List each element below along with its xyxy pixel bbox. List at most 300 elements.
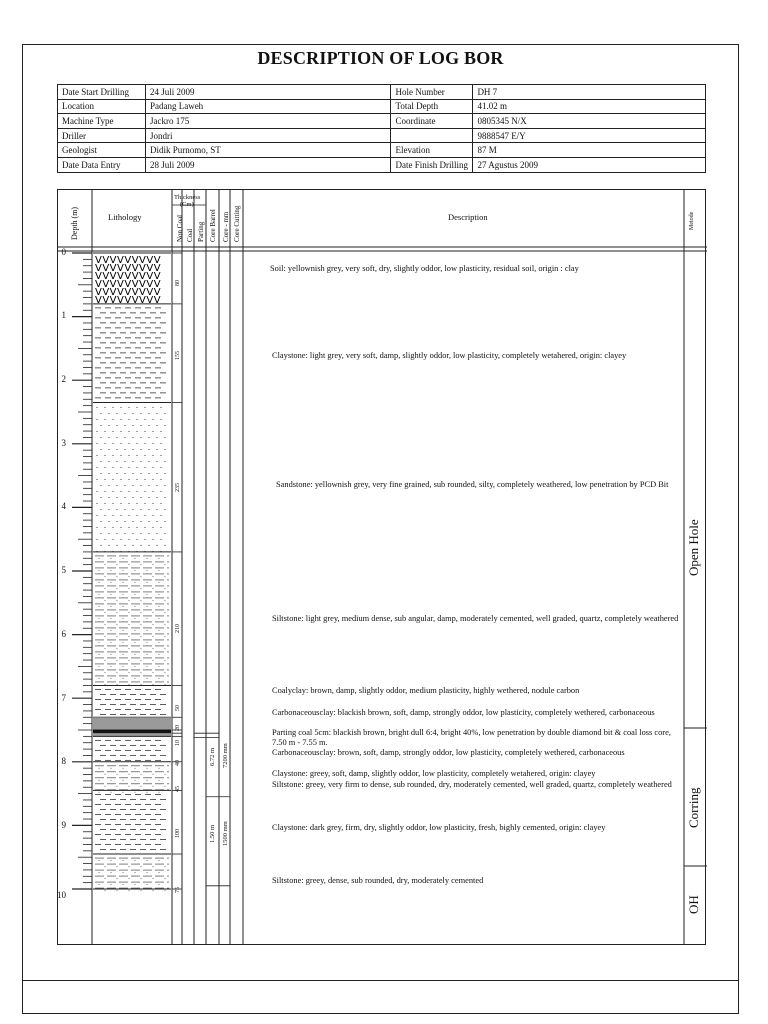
silt-pattern xyxy=(123,678,124,679)
description-text: Siltstone: greey, very firm to dense, sub rounded, dry, moderately cemented, well graded, quartz, completely weathered xyxy=(272,780,672,789)
silt-pattern xyxy=(123,558,124,559)
header-thickness-unit: (Cm) xyxy=(180,201,194,208)
header-core-mm: Core - mm xyxy=(222,211,230,242)
sand-pattern xyxy=(128,431,129,432)
header-coal: Coal xyxy=(186,228,194,242)
thickness-value: 235 xyxy=(175,483,181,492)
sand-pattern xyxy=(152,467,153,468)
sand-pattern xyxy=(104,443,105,444)
soil-pattern: VVVVVVVVV xyxy=(95,255,162,266)
silt-pattern xyxy=(135,594,136,595)
sand-pattern xyxy=(120,527,121,528)
sand-pattern xyxy=(152,431,153,432)
silt-pattern xyxy=(111,594,112,595)
description-text: Claystone: greey, soft, damp, slightly oddor, low plasticity, completely wetahered, origin: clayey xyxy=(272,769,596,778)
header-lithology: Lithology xyxy=(108,212,142,222)
silt-pattern xyxy=(159,792,160,793)
info-row xyxy=(58,157,706,172)
sand-pattern xyxy=(128,407,129,408)
silt-pattern xyxy=(117,564,118,565)
sand-pattern xyxy=(148,485,149,486)
silt-pattern xyxy=(141,786,142,787)
depth-label: 0 xyxy=(61,247,66,257)
bottom-rule xyxy=(22,980,739,981)
sand-pattern xyxy=(136,479,137,480)
sand-pattern xyxy=(128,479,129,480)
silt-pattern xyxy=(159,570,160,571)
description-text: Parting coal 5cm: blackish brown, bright dull 6:4, bright 40%, low penetration by double diamond bit & coal loss core, 7.50 m - 7.55 m. xyxy=(272,728,671,747)
sand-pattern xyxy=(124,497,125,498)
sand-pattern xyxy=(144,539,145,540)
silt-pattern xyxy=(147,860,148,861)
sand-pattern xyxy=(108,437,109,438)
depth-label: 9 xyxy=(61,820,66,830)
sand-pattern xyxy=(108,413,109,414)
silt-pattern xyxy=(117,774,118,775)
sand-pattern xyxy=(120,515,121,516)
silt-pattern xyxy=(153,890,154,891)
sand-pattern xyxy=(136,539,137,540)
sand-pattern xyxy=(116,521,117,522)
sand-pattern xyxy=(156,533,157,534)
sand-pattern xyxy=(164,545,165,546)
silt-pattern xyxy=(123,860,124,861)
sand-pattern xyxy=(140,545,141,546)
depth-label: 2 xyxy=(61,374,66,384)
silt-pattern xyxy=(99,618,100,619)
sand-pattern xyxy=(140,449,141,450)
silt-pattern xyxy=(141,564,142,565)
silt-pattern xyxy=(111,792,112,793)
sand-pattern xyxy=(128,467,129,468)
sand-pattern xyxy=(164,437,165,438)
sand-pattern xyxy=(132,413,133,414)
sand-pattern xyxy=(132,497,133,498)
sand-pattern xyxy=(140,461,141,462)
sand-pattern xyxy=(148,509,149,510)
sand-pattern xyxy=(148,545,149,546)
silt-pattern xyxy=(159,642,160,643)
sand-pattern xyxy=(164,521,165,522)
info-value: 24 Juli 2009 xyxy=(145,85,391,100)
description-text: Carbonaceousclay: brown, soft, damp, strongly oddor, low plasticity, completely wethered, carbonaceous xyxy=(272,748,625,757)
silt-pattern xyxy=(129,588,130,589)
silt-pattern xyxy=(129,878,130,879)
header-core-cutting: Core Cutting xyxy=(233,205,241,242)
silt-pattern xyxy=(105,564,106,565)
info-row xyxy=(58,85,706,100)
silt-pattern xyxy=(105,624,106,625)
silt-pattern xyxy=(99,768,100,769)
depth-label: 10 xyxy=(57,890,66,900)
sand-pattern xyxy=(144,479,145,480)
sand-pattern xyxy=(112,491,113,492)
sand-pattern xyxy=(124,521,125,522)
sand-pattern xyxy=(112,539,113,540)
info-value: 87 M xyxy=(473,143,706,158)
thickness-value: 210 xyxy=(175,624,181,633)
sand-pattern xyxy=(160,479,161,480)
sand-pattern xyxy=(156,473,157,474)
silt-pattern xyxy=(165,564,166,565)
sand-pattern xyxy=(156,521,157,522)
sand-pattern xyxy=(108,485,109,486)
sand-pattern xyxy=(164,461,165,462)
sand-pattern xyxy=(144,407,145,408)
info-label: Driller xyxy=(58,128,146,143)
thickness-value: 10 xyxy=(175,740,181,746)
silt-pattern xyxy=(153,600,154,601)
sand-pattern xyxy=(164,413,165,414)
sand-pattern xyxy=(140,413,141,414)
silt-pattern xyxy=(141,576,142,577)
sand-pattern xyxy=(136,503,137,504)
thickness-value: 75 xyxy=(175,887,181,893)
sand-pattern xyxy=(100,437,101,438)
silt-pattern xyxy=(135,860,136,861)
sand-pattern xyxy=(148,521,149,522)
silt-pattern xyxy=(117,890,118,891)
silt-pattern xyxy=(111,884,112,885)
sand-pattern xyxy=(152,407,153,408)
sand-pattern xyxy=(108,461,109,462)
silt-pattern xyxy=(129,624,130,625)
silt-pattern xyxy=(117,576,118,577)
silt-pattern xyxy=(159,678,160,679)
method-corring: Corring xyxy=(686,787,701,828)
sand-pattern xyxy=(156,461,157,462)
silt-pattern xyxy=(165,648,166,649)
silt-pattern xyxy=(147,780,148,781)
sand-pattern xyxy=(164,449,165,450)
sand-pattern xyxy=(112,431,113,432)
thickness-value: 80 xyxy=(175,280,181,286)
silt-pattern xyxy=(135,678,136,679)
silt-pattern xyxy=(105,660,106,661)
sand-pattern xyxy=(132,521,133,522)
sand-pattern xyxy=(128,443,129,444)
sand-pattern xyxy=(108,533,109,534)
sand-pattern xyxy=(140,497,141,498)
sand-pattern xyxy=(120,407,121,408)
silt-pattern xyxy=(165,684,166,685)
silt-pattern xyxy=(147,666,148,667)
info-label: Total Depth xyxy=(391,99,473,114)
sand-pattern xyxy=(120,503,121,504)
sand-pattern xyxy=(152,515,153,516)
info-row xyxy=(58,143,706,158)
soil-pattern: VVVVVVVVV xyxy=(95,263,162,274)
silt-pattern xyxy=(135,618,136,619)
sand-pattern xyxy=(104,455,105,456)
silt-pattern xyxy=(165,866,166,867)
silt-pattern xyxy=(111,666,112,667)
info-label: Elevation xyxy=(391,143,473,158)
sand-pattern xyxy=(100,509,101,510)
silt-pattern xyxy=(111,582,112,583)
silt-pattern xyxy=(153,636,154,637)
sand-pattern xyxy=(152,539,153,540)
sand-pattern xyxy=(144,527,145,528)
info-label: Date Data Entry xyxy=(58,157,146,172)
silt-pattern xyxy=(129,648,130,649)
silt-pattern xyxy=(129,636,130,637)
silt-pattern xyxy=(159,768,160,769)
silt-pattern xyxy=(123,606,124,607)
silt-pattern xyxy=(111,654,112,655)
sand-pattern xyxy=(108,497,109,498)
silt-pattern xyxy=(105,612,106,613)
sand-pattern xyxy=(144,491,145,492)
header-thickness: Thickness xyxy=(174,194,201,201)
sand-pattern xyxy=(160,455,161,456)
description-text: Sandstone: yellownish grey, very fine grained, sub rounded, silty, completely weathered, low penetration by PCD Bit xyxy=(276,480,669,489)
sand-pattern xyxy=(100,473,101,474)
description-text: Claystone: dark grey, firm, dry, slightly oddor, low plasticity, fresh, bighly cemented, origin: clayey xyxy=(272,823,606,832)
silt-pattern xyxy=(153,878,154,879)
silt-pattern xyxy=(135,666,136,667)
silt-pattern xyxy=(165,576,166,577)
method-oh: OH xyxy=(686,895,701,914)
silt-pattern xyxy=(141,774,142,775)
sand-pattern xyxy=(136,419,137,420)
silt-pattern xyxy=(105,890,106,891)
silt-pattern xyxy=(135,630,136,631)
silt-pattern xyxy=(129,576,130,577)
sand-pattern xyxy=(116,473,117,474)
info-value: Jondri xyxy=(145,128,391,143)
sand-pattern xyxy=(128,515,129,516)
core-run1-mm: 7200 mm xyxy=(222,743,229,768)
silt-pattern xyxy=(123,630,124,631)
info-value: Jackro 175 xyxy=(145,114,391,129)
sand-pattern xyxy=(136,491,137,492)
header-non-coal: Non Coal xyxy=(176,214,184,242)
silt-pattern xyxy=(147,594,148,595)
sand-pattern xyxy=(144,419,145,420)
silt-pattern xyxy=(159,558,160,559)
silt-pattern xyxy=(141,612,142,613)
sand-pattern xyxy=(96,455,97,456)
sand-pattern xyxy=(104,407,105,408)
silt-pattern xyxy=(99,630,100,631)
info-label: Geologist xyxy=(58,143,146,158)
description-text: Claystone: light grey, very soft, damp, slightly oddor, low plasticity, completely wetahered, origin: clayey xyxy=(272,351,627,360)
silt-pattern xyxy=(135,884,136,885)
sand-pattern xyxy=(112,407,113,408)
sand-pattern xyxy=(156,413,157,414)
sand-pattern xyxy=(152,479,153,480)
silt-pattern xyxy=(111,872,112,873)
sand-pattern xyxy=(108,545,109,546)
sand-pattern xyxy=(100,545,101,546)
sand-pattern xyxy=(112,515,113,516)
silt-pattern xyxy=(147,582,148,583)
silt-pattern xyxy=(129,684,130,685)
sand-pattern xyxy=(116,485,117,486)
sand-pattern xyxy=(104,491,105,492)
info-label: Location xyxy=(58,99,146,114)
silt-pattern xyxy=(165,786,166,787)
sand-pattern xyxy=(96,431,97,432)
sand-pattern xyxy=(104,467,105,468)
sand-pattern xyxy=(124,425,125,426)
soil-pattern: VVVVVVVVV xyxy=(95,295,162,306)
silt-pattern xyxy=(99,666,100,667)
silt-pattern xyxy=(117,612,118,613)
silt-pattern xyxy=(135,570,136,571)
description-text: Carbonaceousclay: blackish brown, soft, damp, strongly oddor, low plasticity, completely wethered, carbonaceous xyxy=(272,708,655,717)
depth-label: 6 xyxy=(61,629,66,639)
sand-pattern xyxy=(100,521,101,522)
silt-pattern xyxy=(147,618,148,619)
sand-pattern xyxy=(112,467,113,468)
sand-pattern xyxy=(132,473,133,474)
silt-pattern xyxy=(159,872,160,873)
header-depth: Depth (m) xyxy=(70,206,79,240)
silt-pattern xyxy=(105,636,106,637)
soil-pattern: VVVVVVVVV xyxy=(95,279,162,290)
sand-pattern xyxy=(120,455,121,456)
silt-pattern xyxy=(99,582,100,583)
silt-pattern xyxy=(135,872,136,873)
silt-pattern xyxy=(99,606,100,607)
sand-pattern xyxy=(128,503,129,504)
sand-pattern xyxy=(96,503,97,504)
silt-pattern xyxy=(111,642,112,643)
sand-pattern xyxy=(96,443,97,444)
silt-pattern xyxy=(111,570,112,571)
silt-pattern xyxy=(159,606,160,607)
sand-pattern xyxy=(112,419,113,420)
silt-pattern xyxy=(165,600,166,601)
header-metode: Metode xyxy=(689,211,695,230)
silt-pattern xyxy=(135,768,136,769)
silt-pattern xyxy=(129,672,130,673)
depth-label: 1 xyxy=(61,310,66,320)
sand-pattern xyxy=(104,479,105,480)
sand-pattern xyxy=(136,527,137,528)
silt-pattern xyxy=(111,768,112,769)
thickness-value: 40 xyxy=(175,760,181,766)
sand-pattern xyxy=(140,521,141,522)
sand-pattern xyxy=(100,533,101,534)
sand-pattern xyxy=(156,485,157,486)
soil-pattern: VVVVVVVVV xyxy=(95,271,162,282)
info-value: 41.02 m xyxy=(473,99,706,114)
info-label: Date Finish Drilling xyxy=(391,157,473,172)
description-text: Siltstone: light grey, medium dense, sub angular, damp, moderately cemented, well graded, quartz, completely weathered xyxy=(272,614,679,623)
sand-pattern xyxy=(124,437,125,438)
sand-pattern xyxy=(148,425,149,426)
silt-pattern xyxy=(135,792,136,793)
silt-pattern xyxy=(147,630,148,631)
sand-pattern xyxy=(160,443,161,444)
sand-pattern xyxy=(144,503,145,504)
silt-pattern xyxy=(141,648,142,649)
silt-pattern xyxy=(159,666,160,667)
silt-pattern xyxy=(135,654,136,655)
silt-pattern xyxy=(153,866,154,867)
sand-pattern xyxy=(136,407,137,408)
depth-label: 7 xyxy=(61,693,66,703)
silt-pattern xyxy=(111,860,112,861)
silt-pattern xyxy=(135,558,136,559)
description-text: Soil: yellownish grey, very soft, dry, slightly oddor, low plasticity, residual soil, origin : clay xyxy=(270,264,579,273)
silt-pattern xyxy=(129,866,130,867)
info-value: 28 Juli 2009 xyxy=(145,157,391,172)
sand-pattern xyxy=(132,533,133,534)
sand-pattern xyxy=(152,419,153,420)
silt-pattern xyxy=(165,624,166,625)
sand-pattern xyxy=(104,503,105,504)
sand-pattern xyxy=(100,497,101,498)
silt-pattern xyxy=(117,648,118,649)
silt-pattern xyxy=(111,780,112,781)
sand-pattern xyxy=(156,449,157,450)
carbonaceous-pattern xyxy=(93,717,171,730)
sand-pattern xyxy=(140,437,141,438)
info-value: DH 7 xyxy=(473,85,706,100)
description-text: Siltstone: greey, dense, sub rounded, dry, moderately cemented xyxy=(272,876,484,885)
silt-pattern xyxy=(141,672,142,673)
silt-pattern xyxy=(141,600,142,601)
sand-pattern xyxy=(148,449,149,450)
sand-pattern xyxy=(96,491,97,492)
description-text: Coalyclay: brown, damp, slightly oddor, medium plasticity, highly wethered, nodule carbon xyxy=(272,686,580,695)
sand-pattern xyxy=(100,485,101,486)
sand-pattern xyxy=(152,491,153,492)
sand-pattern xyxy=(132,437,133,438)
sand-pattern xyxy=(144,515,145,516)
silt-pattern xyxy=(141,588,142,589)
sand-pattern xyxy=(112,479,113,480)
info-value: Padang Laweh xyxy=(145,99,391,114)
sand-pattern xyxy=(144,467,145,468)
method-open-hole: Open Hole xyxy=(686,519,701,576)
sand-pattern xyxy=(96,479,97,480)
silt-pattern xyxy=(165,672,166,673)
silt-pattern xyxy=(111,678,112,679)
info-row xyxy=(58,99,706,114)
sand-pattern xyxy=(156,437,157,438)
silt-pattern xyxy=(147,872,148,873)
info-table xyxy=(57,84,706,173)
silt-pattern xyxy=(99,792,100,793)
silt-pattern xyxy=(159,860,160,861)
sand-pattern xyxy=(140,509,141,510)
silt-pattern xyxy=(123,642,124,643)
sand-pattern xyxy=(148,533,149,534)
thickness-value: 20 xyxy=(175,725,181,731)
sand-pattern xyxy=(132,509,133,510)
silt-pattern xyxy=(165,878,166,879)
sand-pattern xyxy=(120,479,121,480)
silt-pattern xyxy=(123,768,124,769)
silt-pattern xyxy=(123,666,124,667)
silt-pattern xyxy=(141,866,142,867)
sand-pattern xyxy=(116,533,117,534)
silt-pattern xyxy=(159,654,160,655)
sand-pattern xyxy=(124,461,125,462)
sand-pattern xyxy=(164,533,165,534)
sand-pattern xyxy=(116,545,117,546)
silt-pattern xyxy=(129,612,130,613)
silt-pattern xyxy=(165,588,166,589)
silt-pattern xyxy=(159,630,160,631)
header-description: Description xyxy=(448,212,488,222)
silt-pattern xyxy=(99,594,100,595)
